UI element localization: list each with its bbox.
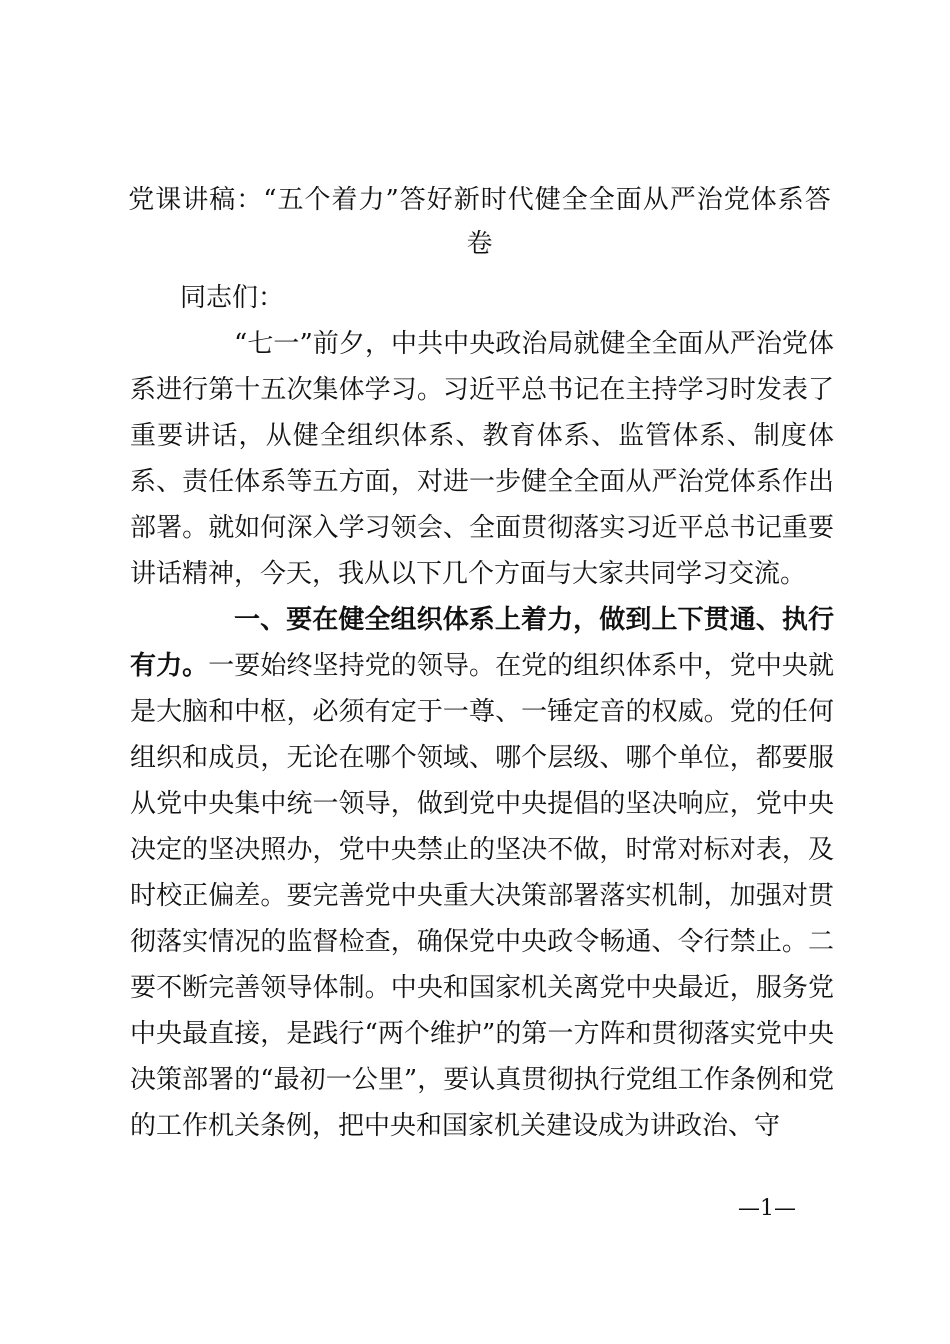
document-body: [130, 321, 834, 1149]
section-1-body: 一要始终坚持党的领导。在党的组织体系中，党中央就是大脑和中枢，必须有定于一尊、一锤定音的权威。党的任何组织和成员，无论在哪个领域、哪个层级、哪个单位，都要服从党中央集中统一领导，做到党中央提倡的坚决响应，党中央决定的坚决照办，党中央禁止的坚决不做，时常对标对表，及时校正偏差。要完善党中央重大决策部署落实机制，加强对贯彻落实情况的监督检查，确保党中央政令畅通、令行禁止。二要不断完善领导体制。中央和国家机关离党中央最近，服务党中央最直接，是践行“两个维护”的第一方阵和贯彻落实党中央决策部署的“最初一公里”，要认真贯彻执行党组工作条例和党的工作机关条例，把中央和国家机关建设成为讲政治、守: [130, 651, 834, 1141]
document-title: 党课讲稿：“五个着力”答好新时代健全全面从严治党体系答卷: [128, 185, 832, 259]
intro-paragraph: “七一”前夕，中共中央政治局就健全全面从严治党体系进行第十五次集体学习。习近平总书记在主持学习时发表了重要讲话，从健全组织体系、教育体系、监管体系、制度体系、责任体系等五方面，对进一步健全全面从严治党体系作出部署。就如何深入学习领会、全面贯彻落实习近平总书记重要讲话精神，今天，我从以下几个方面与大家共同学习交流。: [130, 329, 834, 589]
section-1-paragraph: [130, 597, 834, 1149]
salutation: 同志们：: [180, 283, 285, 313]
section-1-heading: 一、要在健全组织体系上着力，做到上下贯通、执行有力。: [130, 605, 834, 681]
page-number: —1—: [738, 1196, 796, 1221]
